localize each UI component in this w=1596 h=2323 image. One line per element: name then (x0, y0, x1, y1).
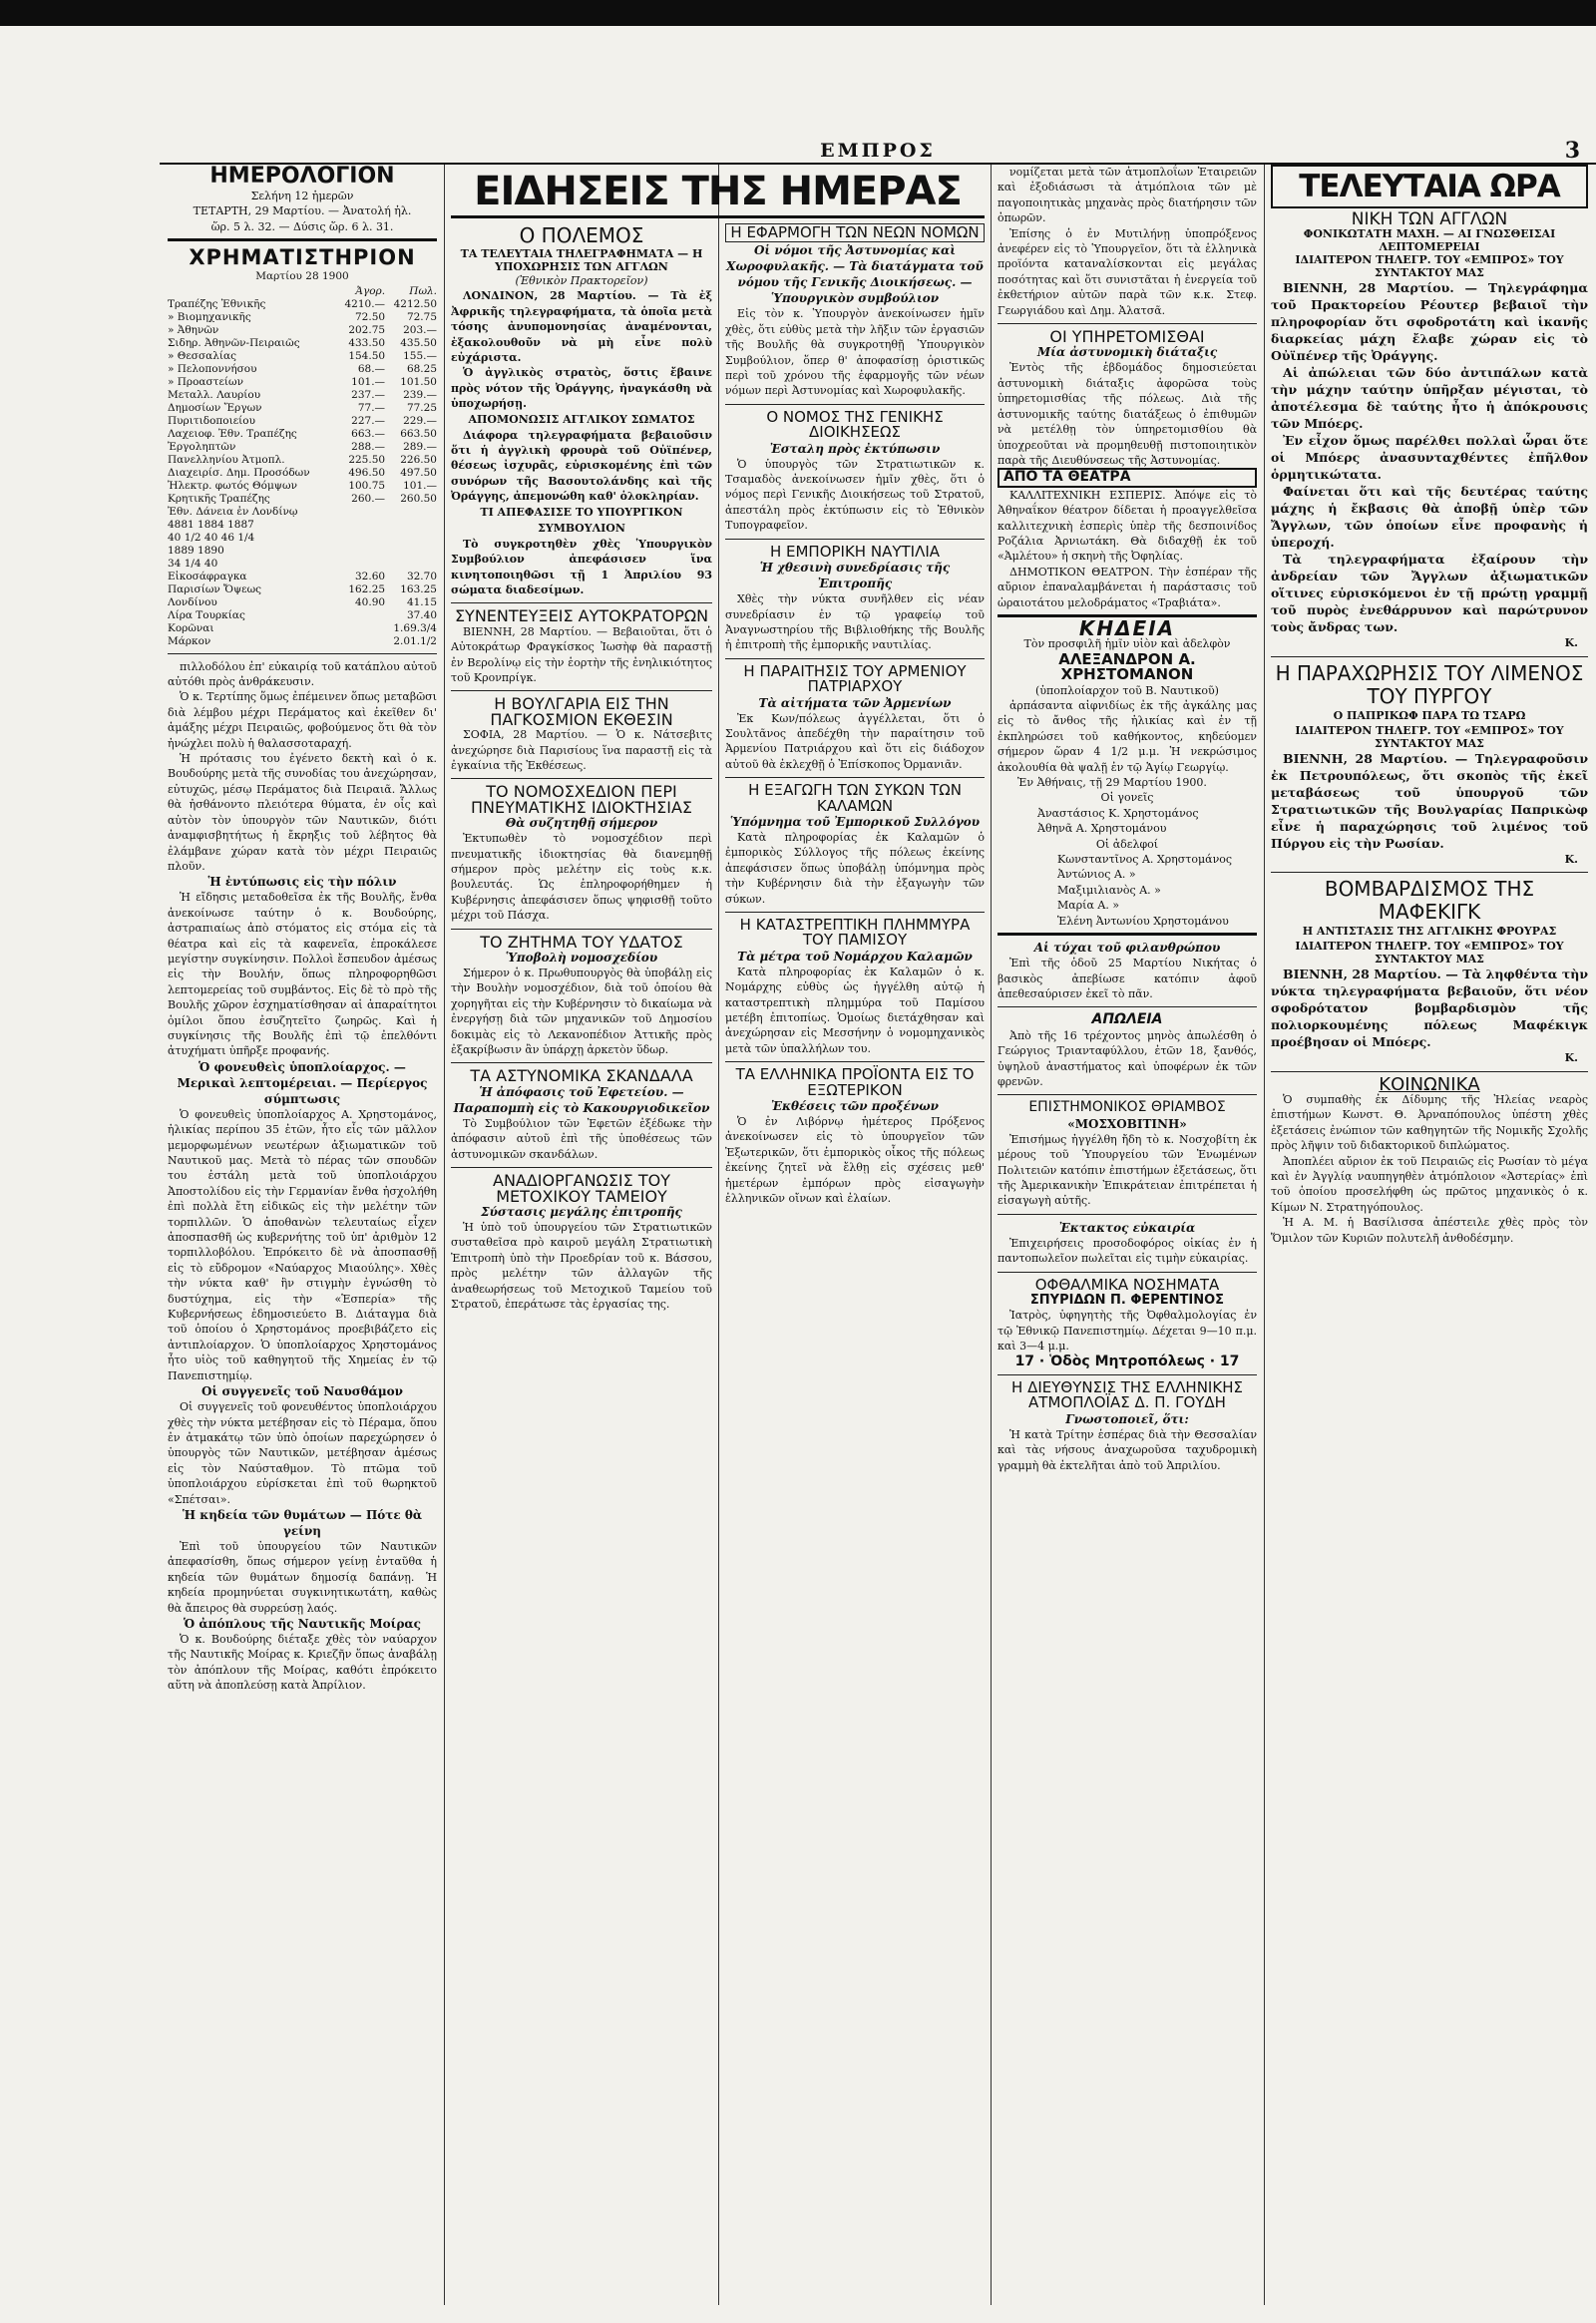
section-heading: Η ΚΑΤΑΣΤΡΕΠΤΙΚΗ ΠΛΗΜΜΥΡΑ ΤΟΥ ΠΑΜΙΣΟΥ (739, 916, 971, 950)
section-rule (725, 1061, 985, 1062)
article-paragraph: Τὰ τηλεγραφήματα ἐξαίρουν τὴν ἀνδρείαν τῶν Ἄγγλων ἀξιωματικῶν οἵτινες εὑρισκόμενοι ἐν τῇ πρώτῃ γραμμῇ τοῦ πυρὸς ἐνεθάρρυνον καὶ παρώτρυνον τοὺς ἄνδρας των. (1271, 552, 1588, 635)
special-telegram-note: ΙΔΙΑΙΤΕΡΟΝ ΤΗΛΕΓΡ. ΤΟΥ «ΕΜΠΡΟΣ» ΤΟΥ ΣΥΝΤΑΚΤΟΥ ΜΑΣ (1295, 940, 1564, 967)
sell-price: 77.25 (406, 401, 437, 414)
last-hour-banner: ΤΕΛΕΥΤΑΙΑ ΩΡΑ (1271, 165, 1588, 208)
sell-price: 239.— (403, 388, 437, 401)
article-paragraph: Τὸ Συμβούλιον τῶν Ἐφετῶν ἐξέδωκε τὴν ἀπόφασιν αὐτοῦ ἐπὶ τῆς ὑποθέσεως τῶν ἀστυνομικῶν σκανδάλων. (451, 1116, 712, 1161)
buy-price (337, 622, 385, 635)
subheading: Ὁ φονευθεὶς ὑποπλοίαρχος. — Μερικαὶ λεπτομέρειαι. — Περίεργος σύμπτωσις (177, 1059, 428, 1106)
section-heading: ΑΠΩΛΕΙΑ (1091, 1011, 1163, 1028)
article-paragraph: ΒΙΕΝΝΗ, 28 Μαρτίου. — Βεβαιοῦται, ὅτι ὁ Αὐτοκράτωρ Φραγκίσκος Ἰωσὴφ θὰ παραστῇ ἐν Βερολίνῳ εἰς τὴν ἑορτὴν τῆς ἐνηλικιότητος τοῦ Κρονπρίγκ. (451, 624, 712, 684)
column-header: Ἀγορ. (355, 284, 386, 297)
section-rule (725, 777, 985, 778)
subheading: Ἐσταλη πρὸς ἐκτύπωσιν (769, 441, 941, 456)
article-paragraph: Κατὰ πληροφορίας ἐκ Καλαμῶν ὁ ἐμπορικὸς Σύλλογος τῆς πόλεως ἐκείνης ἀπεφάσισεν ὅπως ὑποβάλῃ ὑπόμνημα πρὸς τὴν Κυβέρνησιν διὰ τὴν ἐξαγωγὴν τῶν σύκων. (725, 830, 985, 906)
security-name: » Θεσσαλίας (168, 349, 236, 362)
security-name: Δημοσίων Ἔργων (168, 401, 262, 414)
security-name: Παρισίων Ὄψεως (168, 582, 262, 595)
sell-price: 32.70 (406, 570, 437, 582)
section-rule (998, 1006, 1257, 1007)
table-row (168, 324, 437, 337)
calendar-line: ὥρ. 5 λ. 32. — Δύσις ὥρ. 6 λ. 31. (210, 219, 394, 233)
section-rule (725, 912, 985, 913)
section-heading: ΟΙ ΥΠΗΡΕΤΟΜΙΣΘΑΙ (1049, 327, 1205, 347)
funeral-date: Ἐν Ἀθήναις, τῇ 29 Μαρτίου 1900. (1017, 776, 1207, 790)
article-paragraph: Ὁ συμπαθὴς ἐκ Δίδυμης τῆς Ἠλείας νεαρὸς ἐπιστήμων Κωνστ. Θ. Ἀρναπόπουλος ὑπέστη χθὲς ἐξετάσεις ἐνώπιον τῶν καθηγητῶν τῆς Νομικῆς Σχολῆς πρὸς λῆψιν τοῦ διδακτορικοῦ διπλώματος. (1271, 1093, 1588, 1153)
article-paragraph: Ἡ ὑπὸ τοῦ ὑπουργείου τῶν Στρατιωτικῶν συσταθεῖσα πρὸ καιροῦ μεγάλη Στρατιωτικὴ Ἐπιτροπὴ ὑπὸ τὴν Προεδρίαν τοῦ κ. Βάσσου, πρὸς μελέτην τῶν ἀλλαγῶν τῆς ἀναθεωρήσεως τοῦ Μετοχικοῦ Ταμείου τοῦ Στρατοῦ, ἐπεράτωσε τὰς ἐργασίας της. (451, 1220, 712, 1311)
section-heading: Η ΒΟΥΛΓΑΡΙΑ ΕΙΣ ΤΗΝ ΠΑΓΚΟΣΜΙΟΝ ΕΚΘΕΣΙΝ (490, 694, 673, 729)
security-name: » Ἀθηνῶν (168, 323, 219, 336)
table-row (168, 571, 437, 583)
subheading: Ἐκθέσεις τῶν προξένων (771, 1099, 939, 1114)
buy-price: 260.— (351, 492, 386, 505)
section-heading: ΚΟΙΝΩΝΙΚΑ (1379, 1073, 1480, 1095)
article-paragraph: ΔΗΜΟΤΙΚΟΝ ΘΕΑΤΡΟΝ. Τὴν ἑσπέραν τῆς αὔριον ἐπαναλαμβάνεται ἡ παράστασις τοῦ ὡραιοτάτου μελοδράματος «Τραβιάτα». (998, 565, 1257, 609)
article-paragraph: Ἡ κατὰ Τρίτην ἑσπέρας διὰ τὴν Θεσσαλίαν καὶ τὰς νήσους ἀναχωροῦσα ταχυδρομικὴ γραμμὴ θὰ ἐκτελῆται ἀπὸ τοῦ Ἀπριλίου. (998, 1427, 1257, 1472)
column-divider (1264, 165, 1265, 2305)
article-paragraph: ΛΟΝΔΙΝΟΝ, 28 Μαρτίου. — Τὰ ἐξ Ἀφρικῆς τηλεγραφήματα, τὰ ὁποῖα μετὰ τόσης ἀνυπομονησίας ἀναμένονται, ἐξακολουθοῦν νὰ μὴ εἶνε πολὺ εὐχάριστα. (451, 289, 712, 365)
subheading: Σύστασις μεγάλης ἐπιτροπῆς (481, 1204, 682, 1219)
column-1 (168, 165, 437, 2305)
buy-price: 162.25 (348, 582, 386, 595)
buy-price: 225.50 (348, 453, 386, 466)
section-rule (1271, 656, 1588, 657)
funeral-name: ΑΛΕΞΑΝΔΡΟΝ Α. ΧΡΗΣΤΟΜΑΝΟΝ (1058, 649, 1196, 684)
buy-price (337, 545, 385, 558)
sell-price: 663.50 (400, 427, 437, 440)
buy-price: 32.60 (355, 570, 386, 582)
security-name: 1889 1890 (168, 544, 224, 557)
article-paragraph: Ὁ ἐν Λιβόρνῳ ἡμέτερος Πρόξενος ἀνεκοίνωσεν εἰς τὸ ὑπουργεῖον τῶν Ἐξωτερικῶν, ὅτι ἐμπορικὸς οἶκος τῆς πόλεως ἐκείνης ζητεῖ νὰ ἔλθῃ εἰς σχέσεις μεθ' ἡμετέρων ἐμπόρων πρὸς εἰσαγωγὴν ἑλληνικῶν οἴνων καὶ ἐλαίων. (725, 1115, 985, 1206)
buy-price: 68.— (357, 362, 386, 375)
sell-price: 41.15 (406, 595, 437, 608)
article-paragraph: Ὁ ἀγγλικὸς στρατὸς, ὅστις ἔβαινε πρὸς νότον τῆς Ὀράγγης, ἠναγκάσθη νὰ ὑποχωρήσῃ. (451, 366, 712, 411)
list-item: Μαξιμιλιανὸς Α. » (1057, 883, 1161, 897)
article-paragraph: Ἐν εἶχον ὅμως παρέλθει πολλαὶ ὧραι ὅτε οἱ Μπόερς ἀνασυνταχθέντες ἐπῆλθον ὁρμητικώτατα. (1271, 433, 1588, 483)
security-name: Κρητικῆς Τραπέζης (168, 492, 270, 505)
security-name: 4881 1884 1887 (168, 518, 254, 531)
section-rule (451, 602, 712, 603)
subheading: Μία ἀστυνομικὴ διάταξις (1036, 345, 1218, 360)
subheading: Τὰ αἰτήματα τῶν Ἀρμενίων (758, 695, 952, 710)
security-name: Πυριτιδοποιείου (168, 414, 255, 427)
article-paragraph: ἀρπάσαντα αἰφνιδίως ἐκ τῆς ἀγκάλης μας εἰς τὸ ἄνθος τῆς ἡλικίας καὶ ἐν τῇ ἐκπληρώσει τοῦ καθήκοντος, κηδεύομεν σήμερον ὥραν 4 1/2 μ.μ. Ἡ νεκρώσιμος ἀκολουθία θὰ ψαλῇ ἐν τῷ Ἁγίῳ Γεωργίῳ. (998, 699, 1257, 774)
column-divider (444, 165, 445, 2305)
security-name: Μεταλλ. Λαυρίου (168, 388, 261, 401)
special-telegram-note: ΙΔΙΑΙΤΕΡΟΝ ΤΗΛΕΓΡ. ΤΟΥ «ΕΜΠΡΟΣ» ΤΟΥ ΣΥΝΤΑΚΤΟΥ ΜΑΣ (1295, 253, 1564, 280)
sell-price: 163.25 (400, 582, 437, 595)
table-row (168, 311, 437, 324)
subheading: Ἡ κηδεία τῶν θυμάτων — Πότε θὰ γείνη (182, 1507, 423, 1538)
security-name: Διαχειρίσ. Δημ. Προσόδων (168, 466, 310, 479)
section-heading: ΝΙΚΗ ΤΩΝ ΑΓΓΛΩΝ (1351, 209, 1508, 229)
buy-price (337, 519, 385, 532)
list-item: Ἑλένη Ἀντωνίου Χρηστομάνου (1057, 914, 1229, 928)
security-name: » Βιομηχανικῆς (168, 310, 251, 323)
security-name: Σιδηρ. Ἀθηνῶν-Πειραιῶς (168, 336, 300, 349)
list-item: Κωνσταντῖνος Α. Χρηστομάνος (1057, 853, 1233, 867)
sell-price (385, 558, 437, 571)
section-rule (168, 653, 437, 654)
table-header-row (168, 285, 437, 298)
subheading: ΦΟΝΙΚΩΤΑΤΗ ΜΑΧΗ. — ΑΙ ΓΝΩΣΘΕΙΣΑΙ ΛΕΠΤΟΜΕΡΕΙΑΙ (1303, 227, 1556, 254)
column-4 (998, 165, 1257, 2305)
table-row (168, 558, 437, 571)
security-name: Πανελληνίου Ἀτμοπλ. (168, 453, 285, 466)
special-telegram-note: ΙΔΙΑΙΤΕΡΟΝ ΤΗΛΕΓΡ. ΤΟΥ «ΕΜΠΡΟΣ» ΤΟΥ ΣΥΝΤΑΚΤΟΥ ΜΑΣ (1295, 723, 1564, 750)
buy-price (337, 532, 385, 545)
article-paragraph: Ἡ εἴδησις μεταδοθεῖσα ἐκ τῆς Βουλῆς, ἔνθα ἀνεκοίνωσε ταύτην ὁ κ. Βουδούρης, ἀστραπιαίως ἀπὸ στόματος εἰς στόμα εἰς τὰ θέατρα καὶ εἰς τὰ καφενεῖα, ἐπροκάλεσε μεγίστην συγκίνησιν. Πολλοὶ ἔσπευδον ἀμέσως εἰς τὴν Βουλήν, ὅπως πληροφορηθῶσι λεπτομερείας τοῦ συμβάντος. Εἰς δὲ τὸ πρὸ τῆς Βουλῆς χῶρον ἐσχηματίσθησαν αἱ ἀπαραίτητοι ὁμίλοι ὅπου ἐσυζητεῖτο ζωηρῶς. Καὶ ἡ συγκίνησις τῆς Βουλῆς ἐπὶ τῷ ἐπελθόντι ἀτυχήματι ὑπῆρξε προφανής. (168, 891, 437, 1058)
buy-price: 101.— (351, 375, 386, 388)
table-row (168, 493, 437, 506)
page-header (160, 140, 1596, 162)
table-row (168, 596, 437, 609)
article-paragraph: Διάφορα τηλεγραφήματα βεβαιοῦσιν ὅτι ἡ ἀγγλικὴ φρουρὰ τοῦ Οὐϊπένερ, θέσεως ἰσχυρᾶς, εὑρισκομένης ἐπὶ τῶν συνόρων τῆς Βασουτολάνδης καὶ τῆς Ὀράγγης, ἀπεμονώθη καθ' ὁλοκληρίαν. (451, 428, 712, 504)
article-paragraph: νομίζεται μετὰ τῶν ἀτμοπλοΐων Ἑταιρειῶν καὶ ἐξοδιάσωσι τὰ ἀτμόπλοια τῶν μὲ παγοποιητικὰς μηχανὰς πρὸς διατήρησιν τῶν ὀπωρῶν. (998, 166, 1257, 225)
article-paragraph: Ἐκτυπωθὲν τὸ νομοσχέδιον περὶ πνευματικῆς ἰδιοκτησίας θὰ διανεμηθῇ σήμερον πρὸς μελέτην εἰς τοὺς κ.κ. βουλευτάς. Ὡς ἐπληροφορήθημεν ἡ Κυβέρνησις ἀπεφάσισεν ὅπως ψηφισθῇ τοῦτο μέχρι τοῦ Πάσχα. (451, 832, 712, 923)
security-name: Εἰκοσάφραγκα (168, 570, 247, 582)
section-heading: ΤΑ ΕΛΛΗΝΙΚΑ ΠΡΟΪΟΝΤΑ ΕΙΣ ΤΟ ΕΞΩΤΕΡΙΚΟΝ (735, 1065, 975, 1099)
news-banner: ΕΙΔΗΣΕΙΣ ΤΗΣ ΗΜΕΡΑΣ (474, 169, 962, 214)
section-rule (451, 929, 712, 930)
siblings-label: Οἱ ἀδελφοί (1095, 837, 1159, 851)
sell-price: 101.— (403, 479, 437, 492)
section-heading: Η ΕΞΑΓΩΓΗ ΤΩΝ ΣΥΚΩΝ ΤΩΝ ΚΑΛΑΜΩΝ (748, 781, 962, 815)
section-heading: ΒΟΜΒΑΡΔΙΣΜΟΣ ΤΗΣ ΜΑΦΕΚΙΓΚ (1324, 877, 1535, 925)
subheading: Ἡ ἀπόφασις τοῦ Ἐφετείου. — Παραπομπὴ εἰς τὸ Κακουργιοδικεῖον (453, 1084, 710, 1115)
subheading: ΑΠΟΜΟΝΩΣΙΣ ΑΓΓΛΙΚΟΥ ΣΩΜΑΤΟΣ (468, 412, 695, 426)
table-row (168, 635, 437, 648)
subheading: Ὑπόμνημα τοῦ Ἐμπορικοῦ Συλλόγου (729, 814, 981, 829)
column-header: Πωλ. (409, 284, 437, 297)
article-paragraph: Ἐπὶ τοῦ ὑπουργείου τῶν Ναυτικῶν ἀπεφασίσθη, ὅπως σήμερον γείνῃ ἐνταῦθα ἡ κηδεία τῶν θυμάτων δημοσίᾳ δαπάνῃ. Ἡ κηδεία προμηνύεται συγκινητικωτάτη, καθὼς θὰ ἄπειρος θὰ συρρεύσῃ λαός. (168, 1539, 437, 1615)
buy-price (337, 635, 385, 648)
top-black-border (0, 0, 1596, 26)
buy-price: 72.50 (355, 310, 386, 323)
buy-price: 154.50 (348, 349, 386, 362)
newspaper-name: ΕΜΠΡΟΣ (820, 140, 936, 162)
article-paragraph: Τὸ συγκροτηθὲν χθὲς Ὑπουργικὸν Συμβούλιον ἀπεφάσισεν ἵνα κινητοποιηθῶσι τῇ 1 Ἀπριλίου 93 σώματα διαδεσίμων. (451, 537, 712, 596)
sell-price (385, 532, 437, 545)
sell-price: 497.50 (400, 466, 437, 479)
security-name: 34 1/4 40 (168, 557, 218, 570)
table-row (168, 298, 437, 311)
list-item: Ἀντώνιος Α. » (1057, 868, 1136, 882)
table-row (168, 350, 437, 363)
security-name: Μάρκον (168, 634, 211, 647)
article-paragraph: ΒΙΕΝΝΗ, 28 Μαρτίου. — Τηλεγράφημα τοῦ Πρακτορείου Ρέουτερ βεβαιοῖ τὴν πληροφορίαν ὅτι σφοδροτάτη καὶ ἱκανῆς διαρκείας μάχη ἔλαβε χώραν εἰς τὸ Οὐϊπένερ τῆς Ὀράγγης. (1271, 280, 1588, 364)
column-3 (725, 223, 985, 2305)
section-rule (451, 778, 712, 779)
security-name: Λονδίνου (168, 595, 217, 608)
signature: Κ. (1564, 852, 1578, 866)
signature: Κ. (1564, 1051, 1578, 1065)
section-heading: ΕΠΙΣΤΗΜΟΝΙΚΟΣ ΘΡΙΑΜΒΟΣ (1028, 1099, 1226, 1116)
article-paragraph: Αἱ ἀπώλειαι τῶν δύο ἀντιπάλων κατὰ τὴν μάχην ταύτην ὑπῆρξαν μέγισται, τὸ ἀποτέλεσμα δὲ ταύτης ἦτο ἡ ἀπόκρουσις τῶν Μπόερς. (1271, 365, 1588, 432)
parents-label: Οἱ γονεῖς (1100, 791, 1154, 805)
sell-price (385, 545, 437, 558)
buy-price: 237.— (351, 388, 386, 401)
article-paragraph: ΒΙΕΝΝΗ, 28 Μαρτίου. — Τηλεγραφοῦσιν ἐκ Πετρουπόλεως, ὅτι σκοπὸς τῆς ἐκεῖ μεταβάσεως τοῦ ὑπουργοῦ τῶν Στρατιωτικῶν τῆς Βουλγαρίας Παπρικὼφ εἶνε ἡ παραχώρησις τοῦ λιμένος τοῦ Πύργου εἰς τὴν Ρωσίαν. (1271, 750, 1588, 851)
buy-price: 4210.— (344, 297, 386, 310)
sell-price: 1.69.3/4 (393, 621, 437, 634)
sell-price: 68.25 (406, 362, 437, 375)
security-name: Ἠλεκτρ. φωτός Θόμψων (168, 479, 297, 492)
table-row (168, 428, 437, 441)
sell-price: 226.50 (400, 453, 437, 466)
table-row (168, 506, 437, 519)
table-row (168, 402, 437, 415)
buy-price (337, 558, 385, 571)
article-paragraph: Ἐντὸς τῆς ἑβδομάδος δημοσιεύεται ἀστυνομικὴ διάταξις ἀφορῶσα τοὺς ὑπηρετομισθίας τῆς πόλεως. Διὰ τῆς ἀστυνομικῆς ταύτης διατάξεως ὁ ἐπιθυμῶν νὰ μετέλθῃ τὸν ὑπηρετομισθίου θὰ ὑποχρεοῦται νὰ προμηθευθῇ πιστοποιητικὸν παρὰ τῆς Διευθύνσεως τῆς Ἀστυνομίας. (998, 361, 1257, 467)
article-paragraph: Ἐπισήμως ἠγγέλθη ἤδη τὸ κ. Νοσχοβίτη ἐκ μέρους τοῦ Ὑπουργείου τῶν Ἑνωμένων Πολιτειῶν κατόπιν ἐπιστήμων ἐξετάσεως, ὅτι τῆς Ἀμερικανικὴν Ἐπικράτειαν ἐπιτρέπεται ἡ εἰσαγωγὴ αὐτῆς. (998, 1132, 1257, 1208)
signature: Κ. (1564, 636, 1578, 650)
section-rule (168, 238, 437, 241)
sell-price: 4212.50 (393, 297, 437, 310)
subheading: Ἡ ἐντύπωσις εἰς τὴν πόλιν (207, 875, 397, 890)
table-row (168, 337, 437, 350)
article-paragraph: Ἐπὶ τῆς ὁδοῦ 25 Μαρτίου Νικήτας ὁ βασικὸς ἀπεβίωσε κατόπιν ἀφοῦ ἀπεθεσαύρισεν ἐκεῖ τὸ πᾶν. (998, 957, 1257, 1000)
sell-price: 101.50 (400, 375, 437, 388)
table-row (168, 454, 437, 467)
list-item: Μαρία Α. » (1057, 899, 1120, 913)
buy-price: 288.— (351, 440, 386, 453)
section-rule (998, 1272, 1257, 1273)
section-rule (998, 323, 1257, 324)
buy-price: 100.75 (348, 479, 386, 492)
article-paragraph: πιλλοδόλου ἐπ' εὐκαιρίᾳ τοῦ κατάπλου αὐτοῦ αὐτόθι πρὸς ἀνθράκευσιν. (168, 659, 437, 689)
subheading: Τὰ μέτρα τοῦ Νομάρχου Καλαμῶν (737, 949, 973, 964)
subheading: Ὑποβολὴ νομοσχεδίου (505, 951, 658, 966)
section-heading: ΤΑ ΑΣΤΥΝΟΜΙΚΑ ΣΚΑΝΔΑΛΑ (470, 1066, 693, 1086)
table-row (168, 545, 437, 558)
subheading: Η ΑΝΤΙΣΤΑΣΙΣ ΤΗΣ ΑΓΓΛΙΚΗΣ ΦΡΟΥΡΑΣ (1302, 925, 1557, 939)
subheading: ΤΙ ΑΠΕΦΑΣΙΣΕ ΤΟ ΥΠΟΥΡΓΙΚΟΝ ΣΥΜΒΟΥΛΙΟΝ (480, 505, 683, 535)
security-name: Κορῶναι (168, 621, 214, 634)
security-name: Ἐθν. Δάνεια ἐν Λονδίνῳ (168, 505, 298, 518)
sell-price: 435.50 (400, 336, 437, 349)
section-heading: ΑΝΑΔΙΟΡΓΑΝΩΣΙΣ ΤΟΥ ΜΕΤΟΧΙΚΟΥ ΤΑΜΕΙΟΥ (493, 1171, 670, 1206)
section-heading: ΟΦΘΑΛΜΙΚΑ ΝΟΣΗΜΑΤΑ (1034, 1275, 1220, 1294)
sell-price: 229.— (403, 414, 437, 427)
section-heading: Η ΠΑΡΑΧΩΡΗΣΙΣ ΤΟΥ ΛΙΜΕΝΟΣ ΤΟΥ ΠΥΡΓΟΥ (1275, 660, 1584, 708)
section-rule (1271, 872, 1588, 873)
buy-price: 77.— (357, 401, 386, 414)
calendar-title: ΗΜΕΡΟΛΟΓΙΟΝ (209, 165, 395, 189)
section-rule (998, 1374, 1257, 1375)
section-heading: Ο ΝΟΜΟΣ ΤΗΣ ΓΕΝΙΚΗΣ ΔΙΟΙΚΗΣΕΩΣ (766, 407, 944, 442)
section-rule (725, 658, 985, 659)
table-row (168, 441, 437, 454)
article-paragraph: Ἀπὸ τῆς 16 τρέχοντος μηνὸς ἀπωλέσθη ὁ Γεώργιος Τριανταφύλλου, ἐτῶν 18, ξανθός, ὑψηλοῦ ἀναστήματος καὶ ὑποφέρων ἐκ τῶν φρενῶν. (998, 1028, 1257, 1088)
table-row (168, 415, 437, 428)
source-note: (Ἐθνικὸν Πρακτορεῖον) (515, 274, 648, 287)
section-rule (1271, 1071, 1588, 1072)
table-row (168, 532, 437, 545)
article-paragraph: ΒΙΕΝΝΗ, 28 Μαρτίου. — Τὰ ληφθέντα τὴν νύκτα τηλεγραφήματα βεβαιοῦν, ὅτι νέον σφοδρότατον βομβαρδισμὸν τῆς πολιορκουμένης πόλεως Μαφέκιγκ προέβησαν οἱ Μπόερς. (1271, 967, 1588, 1050)
column-2 (451, 223, 712, 2305)
buy-price: 40.90 (355, 595, 386, 608)
sell-price: 289.— (403, 440, 437, 453)
buy-price: 663.— (351, 427, 386, 440)
section-rule (451, 690, 712, 691)
sell-price: 37.40 (406, 608, 437, 621)
section-rule (451, 1167, 712, 1168)
column-divider (718, 165, 719, 2305)
sell-price (385, 519, 437, 532)
table-row (168, 376, 437, 389)
section-rule (725, 404, 985, 405)
calendar-line: ΤΕΤΑΡΤΗ, 29 Μαρτίου. — Ἀνατολή ἡλ. (193, 204, 412, 218)
section-rule (998, 933, 1257, 936)
column-divider (991, 165, 992, 2305)
subheading: Θὰ συζητηθῇ σήμερον (505, 816, 658, 831)
sell-price: 72.75 (406, 310, 437, 323)
security-name: Λίρα Τουρκίας (168, 608, 245, 621)
subheading: Αἱ τύχαι τοῦ φιλανθρώπου (1033, 941, 1221, 956)
section-rule (998, 1094, 1257, 1095)
article-paragraph: Σήμερον ὁ κ. Πρωθυπουργὸς θὰ ὑποβάλῃ εἰς τὴν Βουλὴν νομοσχέδιον, διὰ τοῦ ὁποίου θὰ χορηγῆται εἰς τὴν Κυβέρνησιν τὸ δικαίωμα νὰ ἐνεργήσῃ διὰ τῶν μηχανικῶν τοῦ Δημοσίου δοκιμὰς εἰς τὸ Λεκανοπέδιον Ἀττικῆς πρὸς ἐξακρίβωσιν ἂν ὑπάρχῃ ἀρκετὸν ὕδωρ. (451, 967, 712, 1057)
section-rule (998, 1214, 1257, 1215)
section-heading: ΑΠΟ ΤΑ ΘΕΑΤΡΑ (998, 468, 1257, 487)
section-heading: ΤΟ ΖΗΤΗΜΑ ΤΟΥ ΥΔΑΤΟΣ (480, 932, 683, 952)
subheading: Ἐκτακτος εὐκαιρία (1058, 1220, 1196, 1235)
sell-price: 2.01.1/2 (393, 634, 437, 647)
sell-price: 260.50 (400, 492, 437, 505)
table-row (168, 609, 437, 622)
banner-rule (451, 215, 985, 218)
subheading: Ο ΠΑΠΡΙΚΩΦ ΠΑΡΑ ΤΩ ΤΣΑΡΩ (1333, 708, 1526, 722)
article-paragraph: Οἱ συγγενεῖς τοῦ φονευθέντος ὑποπλοιάρχου χθὲς τὴν νύκτα μετέβησαν εἰς τὸ Πέραμα, ὅπου ἐν ἀτμακάτῳ τῶν ὑπὸ ὁποίων παρεχώρησεν ὁ ὑπουργὸς τῶν Ναυτικῶν, μετέβησαν ἀμέσως εἰς τὸν Ναύσταθμον. Τὸ πτῶμα τοῦ ὑποπλοιάρχου εὑρίσκεται ἐπὶ τοῦ θωρηκτοῦ «Σπέτσαι». (168, 1400, 437, 1506)
table-row (168, 622, 437, 635)
column-5 (1271, 165, 1588, 2305)
list-item: Ἀθηνᾶ Α. Χρηστομάνου (1037, 822, 1167, 836)
buy-price (337, 609, 385, 622)
sell-price: 155.— (403, 349, 437, 362)
security-name: 40 1/2 40 46 1/4 (168, 531, 255, 544)
funeral-intro: Τὸν προσφιλῆ ἡμῖν υἱὸν καὶ ἀδελφὸν (1023, 637, 1231, 651)
table-row (168, 519, 437, 532)
article-paragraph: Εἰς τὸν κ. Ὑπουργὸν ἀνεκοίνωσεν ἡμῖν χθὲς, ὅτι εὐθὺς μετὰ τὴν λῆξιν τῶν ἐργασιῶν τῆς Βουλῆς θὰ συγκροτηθῇ Ὑπουργικὸν Συμβούλιον, ὅπερ θ' ἀποφασίσῃ ὁριστικῶς περὶ τοῦ χρόνου τῆς ἐφαρμογῆς τῶν νέων νόμων περὶ Ἀστυνομίας καὶ Χωροφυλακῆς. (725, 307, 985, 398)
article-paragraph: Ὁ κ. Βουδούρης διέταξε χθὲς τὸν ναύαρχον τῆς Ναυτικῆς Μοίρας κ. Κριεζῆν ὅπως ἀναβάλῃ τὸν ἀπόπλουν τῆς Μοίρας, καθότι ἐπρόκειτο αὕτη νὰ ἀποπλεύσῃ κατὰ Ἀπρίλιον. (168, 1632, 437, 1693)
section-heading: Η ΔΙΕΥΘΥΝΣΙΣ ΤΗΣ ΕΛΛΗΝΙΚΗΣ ΑΤΜΟΠΛΟΪΑΣ Δ. Π. ΓΟΥΔΗ (1011, 1378, 1243, 1412)
table-row (168, 467, 437, 480)
article-paragraph: Ὁ κ. Τερτίπης ὅμως ἐπέμεινεν ὅπως μεταβῶσι διὰ λέμβου μέχρι Περάματος καὶ ἐκεῖθεν δι' ἁμάξης μέχρι Πειραιῶς, φοβούμενος ὅτι θὰ τὸν ἠνώχλει πολὺ ἡ θαλασσοταραχή. (168, 690, 437, 750)
article-paragraph: Χθὲς τὴν νύκτα συνῆλθεν εἰς νέαν συνεδρίασιν ἐν τῷ γραφείῳ τοῦ Ἀναγνωστηρίου τῆς Βιβλιοθήκης τῆς Βουλῆς ἡ ἐπιτροπὴ τῆς ἐμπορικῆς ναυτιλίας. (725, 592, 985, 652)
table-row (168, 363, 437, 376)
article-paragraph: Ἐκ Κων/πόλεως ἀγγέλλεται, ὅτι ὁ Σουλτᾶνος ἀπεδέχθη τὴν παραίτησιν τοῦ Ἀρμενίου Πατριάρχου καὶ ὅτι εἰς διάδοχον αὐτοῦ θὰ ἐκλεχθῇ ὁ Ἐπίσκοπος Ὀρμανιᾶν. (725, 711, 985, 771)
security-name: Λαχειοφ. Ἐθν. Τραπέζης (168, 427, 297, 440)
section-heading: Η ΕΜΠΟΡΙΚΗ ΝΑΥΤΙΛΙΑ (769, 542, 941, 561)
section-heading: ΣΥΝΕΝΤΕΥΞΕΙΣ ΑΥΤΟΚΡΑΤΟΡΩΝ (454, 606, 709, 626)
article-paragraph: Ἐπίσης ὁ ἐν Μυτιλήνῃ ὑποπρόξενος ἀνεφέρεν εἰς τὸ Ὑπουργεῖον, ὅτι τὰ ἑλληνικὰ προϊόντα καταναλίσκονται εἰς μεγάλας ποσότητας καὶ ὅτι συνιστᾶται ἡ ἐνεργεία τοῦ ἐκθετήριον αὐτῶν παρὰ τῶν κ.κ. Στεφ. Γεωργιάδου καὶ Δημ. Ἀλατσᾶ. (998, 226, 1257, 317)
section-rule (725, 539, 985, 540)
article-paragraph: Ἡ Α. Μ. ἡ Βασίλισσα ἀπέστειλε χθὲς πρὸς τὸν Ὅμιλον τῶν Κυριῶν πολυτελῆ ἀνθοδέσμην. (1271, 1216, 1588, 1245)
article-paragraph: ΚΑΛΛΙΤΕΧΝΙΚΗ ΕΣΠΕΡΙΣ. Ἀπόψε εἰς τὸ Ἀθηναΐκον θέατρον δίδεται ἡ προαγγελθεῖσα καλλιτεχνικὴ ἑσπερὶς ὑπὲρ τῆς δεσποινίδος Ροζάλια Ἀρνιωτάκη. Θὰ διδαχθῇ ἐκ τοῦ «Ἀμλέτου» ἡ σκηνὴ τῆς Ὀφηλίας. (998, 488, 1257, 564)
calendar-line: Σελήνη 12 ἡμερῶν (250, 190, 354, 202)
security-name: » Προαστείων (168, 375, 243, 388)
section-heading: Η ΕΦΑΡΜΟΓΗ ΤΩΝ ΝΕΩΝ ΝΟΜΩΝ (725, 223, 985, 242)
funeral-rank: (ὑποπλοίαρχον τοῦ Β. Ναυτικοῦ) (1035, 683, 1219, 697)
section-heading: ΚΗΔΕΙΑ (1078, 615, 1176, 640)
subheading: Οἱ συγγενεῖς τοῦ Ναυσθάμον (201, 1384, 403, 1399)
article-paragraph: Ἀποπλέει αὔριον ἐκ τοῦ Πειραιῶς εἰς Ρωσίαν τὸ μέγα καὶ ἐν Ἀγγλίᾳ ναυπηγηθὲν ἀτμόπλοιον «Ἀστερίας» ἐπὶ τοῦ ὁποίου προσελήφθη ὡς πρῶτος μηχανικὸς ὁ κ. Κίμων Ν. Στρατηγόπουλος. (1271, 1154, 1588, 1214)
sell-price (385, 506, 437, 519)
table-row (168, 389, 437, 402)
exchange-rows (168, 298, 437, 648)
subheading: Γνωστοποιεῖ, ὅτι: (1065, 1411, 1189, 1426)
subheading: Ὁ ἀπόπλους τῆς Ναυτικῆς Μοίρας (184, 1616, 421, 1631)
section-rule (451, 1062, 712, 1063)
exchange-date: Μαρτίου 28 1900 (255, 270, 349, 283)
article-paragraph: Ἐπιχειρήσεις προσοδοφόρος οἰκίας ἐν ἡ παντοπωλεῖον πωλεῖται εἰς τιμὴν εὐκαιρίας. (998, 1236, 1257, 1266)
article-paragraph: Ὁ ὑπουργὸς τῶν Στρατιωτικῶν κ. Τσαμαδὸς ἀνεκοίνωσεν ἡμῖν χθὲς, ὅτι ὁ νόμος περὶ Γενικῆς Διοικήσεως τοῦ Στρατοῦ, ἀπεστάλη πρὸς ἐκτύπωσιν εἰς τὸ Ἐθνικὸν Τυπογραφεῖον. (725, 457, 985, 533)
section-heading: Ο ΠΟΛΕΜΟΣ (519, 223, 644, 247)
buy-price: 496.50 (348, 466, 386, 479)
security-name: Τραπέζης Ἐθνικῆς (168, 297, 266, 310)
list-item: Ἀναστάσιος Κ. Χρηστομάνος (1037, 806, 1199, 820)
page-number: 3 (1564, 138, 1580, 164)
article-paragraph: Κατὰ πληροφορίας ἐκ Καλαμῶν ὁ κ. Νομάρχης εὐθὺς ὡς ἠγγέλθη αὐτῷ ἡ καταστρεπτικὴ πλημμύρα τοῦ Παμίσου μετέβη ἐπιτοπίως. Ὁμοίως διετάχθησαν καὶ ἀνεχώρησαν εἰς Μεσσήνην ὁ νομομηχανικὸς μετὰ τῶν ὑπαλλήλων του. (725, 965, 985, 1055)
doctor-name: ΣΠΥΡΙΔΩΝ Π. ΦΕΡΕΝΤΙΝΟΣ (1029, 1293, 1225, 1308)
subheading: «ΜΟΣΧΟΒΙΤΙΝΗ» (1067, 1116, 1187, 1131)
security-name: » Πελοποννήσου (168, 362, 257, 375)
table-row (168, 480, 437, 493)
section-heading: Η ΠΑΡΑΙΤΗΣΙΣ ΤΟΥ ΑΡΜΕΝΙΟΥ ΠΑΤΡΙΑΡΧΟΥ (743, 661, 967, 696)
doctor-address: 17 · Ὁδὸς Μητροπόλεως · 17 (1014, 1353, 1240, 1369)
table-row (168, 583, 437, 596)
buy-price: 433.50 (348, 336, 386, 349)
exchange-title: ΧΡΗΜΑΤΙΣΤΗΡΙΟΝ (189, 245, 416, 270)
subheading: Οἱ νόμοι τῆς Ἀστυνομίας καὶ Χωροφυλακῆς. — Τὰ διατάγματα τοῦ νόμου τῆς Γενικῆς Διοικήσεως. — Ὑπουργικὸν συμβούλιον (726, 243, 984, 306)
subheading: ΤΑ ΤΕΛΕΥΤΑΙΑ ΤΗΛΕΓΡΑΦΗΜΑΤΑ — Η ΥΠΟΧΩΡΗΣΙΣ ΤΩΝ ΑΓΓΛΩΝ (460, 247, 703, 273)
sell-price: 203.— (403, 323, 437, 336)
article-paragraph: Ἡ πρότασις του ἐγένετο δεκτὴ καὶ ὁ κ. Βουδούρης μετὰ τῆς συνοδίας του ἀνεχώρησαν, εὐτυχῶς, μέσῳ Περάματος διὰ Πειραιᾶ. Ἄλλως θὰ ἠσθάνοντο πλειότερα θύματα, ἐν οἷς καὶ αὐτὸν τὸν ὑπουργὸν τῶν Ναυτικῶν, διότι ἀναμφισβητήτως ἡ ἔκρηξις τοῦ λέβητος θὰ ἐλάμβανε χώραν κατὰ τὸν μέχρι Πειραιῶς πλοῦν. (168, 752, 437, 873)
section-heading: ΤΟ ΝΟΜΟΣΧΕΔΙΟΝ ΠΕΡΙ ΠΝΕΥΜΑΤΙΚΗΣ ΙΔΙΟΚΤΗΣΙΑΣ (471, 782, 692, 817)
subheading: Ἡ χθεσινὴ συνεδρίασις τῆς Ἐπιτροπῆς (759, 561, 951, 591)
exchange-table (168, 285, 437, 648)
article-paragraph: Φαίνεται ὅτι καὶ τῆς δευτέρας ταύτης μάχης ἡ ἔκβασις θὰ ἀποβῇ ὑπὲρ τῶν Ἄγγλων, τῶν ὁποίων εἶνε προφανὴς ἡ ὑπεροχή. (1271, 484, 1588, 551)
article-paragraph: ΣΟΦΙΑ, 28 Μαρτίου. — Ὁ κ. Νάτσεβιτς ἀνεχώρησε διὰ Παρισίους ἵνα παραστῇ εἰς τὰ ἐγκαίνια τῆς Ἐκθέσεως. (451, 728, 712, 772)
buy-price (337, 506, 385, 519)
article-paragraph: Ἰατρὸς, ὑφηγητὴς τῆς Ὀφθαλμολογίας ἐν τῷ Ἐθνικῷ Πανεπιστημίῳ. Δέχεται 9—10 π.μ. καὶ 3—4 μ.μ. (998, 1309, 1257, 1354)
buy-price: 227.— (351, 414, 386, 427)
security-name: Ἐργοληπτῶν (168, 440, 236, 453)
article-paragraph: Ὁ φονευθεὶς ὑποπλοίαρχος Α. Χρηστομάνος, ἡλικίας περίπου 35 ἐτῶν, ἦτο εἷς τῶν μᾶλλον μεμορφωμένων νεωτέρων ἀξιωματικῶν τοῦ Ναυτικοῦ μας. Μετὰ τὸ πέρας τῶν σπουδῶν του ἐστάλη μετὰ τοῦ ὑποπλοιάρχου Ἀποστολίδου εἰς τὴν Γερμανίαν ἔνθα ἠσχολήθη ἐπὶ πολλὰ ἔτη εἰδικῶς εἰς τὴν μελέτην τῶν τορπιλλῶν. Ὁ ἀποθανὼν τελευταίως εἶχεν ἀποσπασθῆ ὡς κυβερνήτης τοῦ ὑπ' ἀριθμὸν 12 τορπιλλοβόλου. Ἐπρόκειτο δὲ νὰ ἀποσπασθῇ εἰς τὸ εὔδρομον «Ναύαρχος Μιαούλης». Χθὲς τὴν νύκτα καθ' ἣν στιγμὴν ἐγνώσθη τὸ δυστύχημα, εἰς τὴν «Ἑσπερία» τῆς Κυβερνήσεως ἐδημοσιεύετο Β. Διάταγμα διὰ τοῦ ὁποίου ὁ Χρηστομάνος προεβιβάζετο εἰς ἀντιπλοίαρχον. Ὁ ὑποπλοίαρχος Χρηστομάνος ἦτο υἱὸς τοῦ καθηγητοῦ τῆς Χημείας ἐν τῷ Πανεπιστημίῳ. (168, 1107, 437, 1382)
buy-price: 202.75 (348, 323, 386, 336)
